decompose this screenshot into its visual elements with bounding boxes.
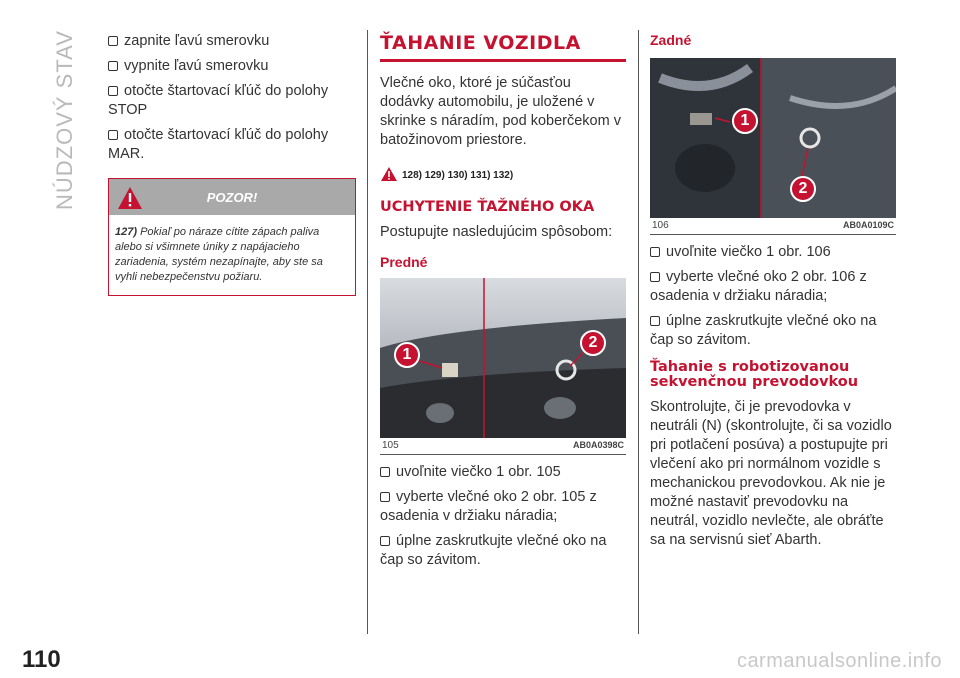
callout-2: 2 [790, 176, 816, 202]
checkbox-bullet-icon [108, 86, 118, 96]
warning-triangle-icon [380, 166, 398, 182]
column-left [108, 32, 358, 296]
figure-image [380, 278, 626, 438]
list-item: uvoľnite viečko 1 obr. 106 [650, 243, 896, 262]
list-item: úplne zaskrutkujte vlečné oko na čap so závitom. [380, 533, 607, 568]
watermark: carmanualsonline.info [736, 650, 942, 672]
side-chapter-title: NÚDZOVÝ STAV [52, 30, 77, 210]
figure-106 [650, 58, 896, 235]
intro-paragraph: Vlečné oko, ktoré je súčasťou dodávky automobilu, je uložené v skrinke s náradím, pod koberčekom v batožinovom priestore. [380, 75, 621, 148]
callout-1: 1 [732, 108, 758, 134]
warning-title: POZOR! [206, 189, 258, 205]
warning-body: Pokiaľ po náraze cítite zápach paliva alebo si všimnete úniky z napájacieho zariadenia, systém nezapínajte, aby ste sa vyhli nebezpečenstvu požiaru. [115, 226, 323, 283]
warning-header [109, 179, 355, 215]
figure-105 [380, 278, 626, 455]
figure-caption [380, 438, 626, 454]
column-divider-2 [638, 30, 639, 634]
checkbox-bullet-icon [380, 467, 390, 477]
sub-heading: UCHYTENIE ŤAŽNÉHO OKA [380, 199, 595, 215]
robot-paragraph: Skontrolujte, či je prevodovka v neutráli (N) (skontrolujte, či sa vozidlo pri potlačení posúva) a postupujte pri vlečení ako pri normálnom vozidle s mechanickou prevodovkou. Ak nie je možné nastaviť prevodovku na neutrál, vozidlo nevlečte, ale obráťte sa na servisnú sieť Abarth. [650, 399, 892, 548]
list-item: vyberte vlečné oko 2 obr. 105 z osadenia v držiaku náradia; [380, 489, 597, 524]
warning-text [109, 215, 355, 295]
list-item: otočte štartovací kľúč do polohy MAR. [108, 127, 329, 162]
page-number: 110 [22, 646, 61, 673]
rear-bumper-photo [650, 58, 896, 218]
callout-1: 1 [394, 342, 420, 368]
sub-intro: Postupujte nasledujúcim spôsobom: [380, 224, 613, 240]
column-right [650, 32, 896, 550]
list-item: uvoľnite viečko 1 obr. 105 [380, 463, 626, 482]
checkbox-bullet-icon [650, 247, 660, 257]
warning-number: 127) [115, 226, 138, 238]
sub-heading: Ťahanie s robotizovanou sekvenčnou prevodovkou [650, 359, 859, 390]
checkbox-bullet-icon [650, 316, 660, 326]
warning-box [108, 178, 356, 296]
checkbox-bullet-icon [650, 272, 660, 282]
figure-code: AB0A0109C [842, 220, 894, 230]
figure-number: 106 [652, 220, 669, 231]
callout-2: 2 [580, 330, 606, 356]
figure-image [650, 58, 896, 218]
front-label: Predné [380, 254, 428, 270]
figure-code: AB0A0398C [572, 440, 624, 450]
warning-references: 128) 129) 130) 131) 132) [380, 166, 626, 182]
checkbox-bullet-icon [108, 130, 118, 140]
checkbox-bullet-icon [108, 36, 118, 46]
list-item: vyberte vlečné oko 2 obr. 106 z osadenia v držiaku náradia; [650, 269, 867, 304]
list-item: úplne zaskrutkujte vlečné oko na čap so závitom. [650, 313, 877, 348]
figure-caption [650, 218, 896, 234]
column-divider-1 [367, 30, 368, 634]
list-item: vypnite ľavú smerovku [108, 57, 358, 76]
checkbox-bullet-icon [380, 536, 390, 546]
warning-triangle-icon [117, 186, 143, 210]
column-middle [380, 32, 626, 576]
checkbox-bullet-icon [380, 492, 390, 502]
section-heading: ŤAHANIE VOZIDLA [380, 32, 626, 62]
figure-number: 105 [382, 440, 399, 451]
list-item: zapnite ľavú smerovku [108, 32, 358, 51]
list-item: otočte štartovací kľúč do polohy STOP [108, 83, 329, 118]
rear-label: Zadné [650, 32, 692, 48]
checkbox-bullet-icon [108, 61, 118, 71]
